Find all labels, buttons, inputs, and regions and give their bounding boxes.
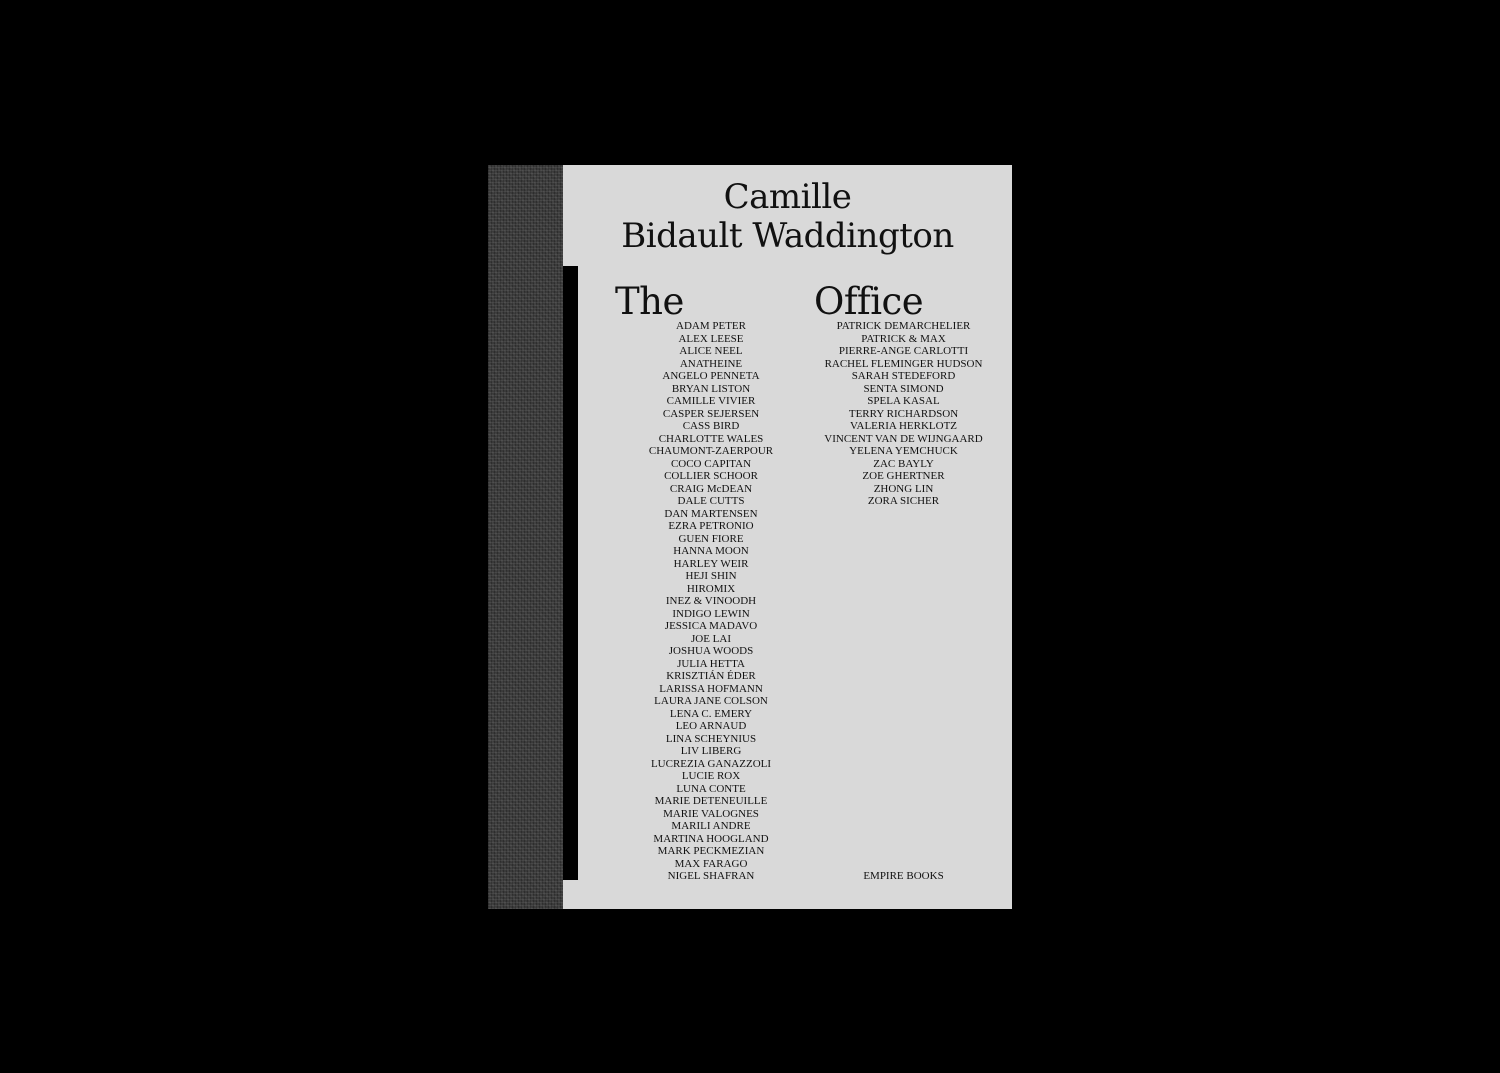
contributor-name: MARIE VALOGNES bbox=[663, 807, 759, 820]
contributor-name: ZAC BAYLY bbox=[873, 457, 934, 470]
contributor-name: LARISSA HOFMANN bbox=[659, 682, 763, 695]
contributor-name: VALERIA HERKLOTZ bbox=[849, 420, 958, 432]
contributor-name: JULIA HETTA bbox=[677, 657, 745, 670]
contributor-name: HIROMIX bbox=[686, 582, 736, 595]
contributor-name: PIERRE-ANGE CARLOTTI bbox=[838, 345, 969, 357]
contributor-name: ZORA SICHER bbox=[867, 495, 940, 507]
contributor-name: PATRICK DEMARCHELIER bbox=[836, 320, 971, 332]
contributor-name: JOE LAI bbox=[690, 632, 732, 645]
contributor-name: DALE CUTTS bbox=[677, 495, 745, 507]
contributor-name: ANATHEINE bbox=[679, 357, 743, 370]
contributor-name: HANNA MOON bbox=[673, 545, 749, 557]
contributor-name: LEO ARNAUD bbox=[675, 720, 747, 732]
contributor-name: JOSHUA WOODS bbox=[668, 645, 754, 657]
contributor-name: LIV LIBERG bbox=[680, 745, 742, 757]
contributor-name: LUCIE ROX bbox=[681, 770, 741, 782]
contributor-name: CHAUMONT-ZAERPOUR bbox=[648, 445, 774, 457]
contributor-name: CASS BIRD bbox=[682, 420, 740, 432]
contributor-name: COCO CAPITAN bbox=[670, 457, 752, 470]
contributor-name: MARK PECKMEZIAN bbox=[657, 845, 765, 857]
names-column-left bbox=[631, 320, 791, 883]
contributor-name: CAMILLE VIVIER bbox=[666, 395, 756, 407]
contributor-name: EZRA PETRONIO bbox=[668, 520, 754, 532]
contributor-name: LENA C. EMERY bbox=[669, 707, 753, 720]
contributor-name: TERRY RICHARDSON bbox=[848, 407, 959, 420]
contributor-name: ANGELO PENNETA bbox=[662, 370, 760, 382]
contributor-name: KRISZTIÁN ÉDER bbox=[666, 670, 756, 682]
contributor-name: CHARLOTTE WALES bbox=[658, 432, 764, 445]
contributor-name: ZOE GHERTNER bbox=[862, 470, 945, 482]
contributor-name: CRAIG McDEAN bbox=[669, 482, 753, 495]
contributor-name: INEZ & VINOODH bbox=[665, 595, 757, 607]
contributor-name: ZHONG LIN bbox=[873, 482, 934, 495]
contributor-name: LAURA JANE COLSON bbox=[654, 695, 768, 707]
contributor-name: CASPER SEJERSEN bbox=[662, 407, 760, 420]
title-word-office: Office bbox=[814, 280, 924, 323]
contributor-name: LINA SCHEYNIUS bbox=[665, 732, 757, 745]
contributor-name: ALEX LEESE bbox=[678, 332, 744, 345]
contributor-name: COLLIER SCHOOR bbox=[664, 470, 758, 482]
contributor-name: MARTINA HOOGLAND bbox=[653, 832, 769, 845]
contributor-name: GUEN FIORE bbox=[678, 532, 744, 545]
book-spine-fabric bbox=[488, 165, 563, 909]
book-cover bbox=[563, 165, 1012, 909]
author-last-name: Bidault Waddington bbox=[621, 216, 954, 256]
contributor-name: SENTA SIMOND bbox=[863, 382, 944, 395]
contributor-name: LUCREZIA GANAZZOLI bbox=[650, 757, 772, 770]
author-first-name: Camille bbox=[723, 177, 852, 217]
contributor-name: SARAH STEDEFORD bbox=[851, 370, 956, 382]
contributor-name: ALICE NEEL bbox=[679, 345, 743, 357]
contributor-name: PATRICK & MAX bbox=[861, 332, 946, 345]
contributor-name: YELENA YEMCHUCK bbox=[849, 445, 958, 457]
publisher-name: EMPIRE BOOKS bbox=[863, 870, 944, 882]
contributor-name: MARILI ANDRE bbox=[671, 820, 751, 832]
contributor-name: HARLEY WEIR bbox=[673, 557, 749, 570]
contributor-name: VINCENT VAN DE WIJNGAARD bbox=[824, 432, 983, 445]
contributor-name: HEJI SHIN bbox=[685, 570, 737, 582]
contributor-name: MARIE DETENEUILLE bbox=[654, 795, 768, 807]
contributor-name: LUNA CONTE bbox=[676, 782, 746, 795]
contributor-name: RACHEL FLEMINGER HUDSON bbox=[824, 357, 983, 370]
contributor-name: MAX FARAGO bbox=[674, 857, 748, 870]
book bbox=[488, 165, 1012, 909]
title-word-the: The bbox=[615, 280, 684, 323]
contributor-name: JESSICA MADAVO bbox=[664, 620, 758, 632]
contributor-name: DAN MARTENSEN bbox=[664, 507, 758, 520]
contributor-name: BRYAN LISTON bbox=[671, 382, 751, 395]
contributor-name: INDIGO LEWIN bbox=[672, 607, 750, 620]
names-column-right bbox=[801, 320, 1006, 508]
contributor-name: SPELA KASAL bbox=[867, 395, 940, 407]
contributor-name: NIGEL SHAFRAN bbox=[667, 870, 755, 882]
contributor-name: ADAM PETER bbox=[676, 320, 746, 332]
black-vertical-bar bbox=[563, 266, 578, 880]
